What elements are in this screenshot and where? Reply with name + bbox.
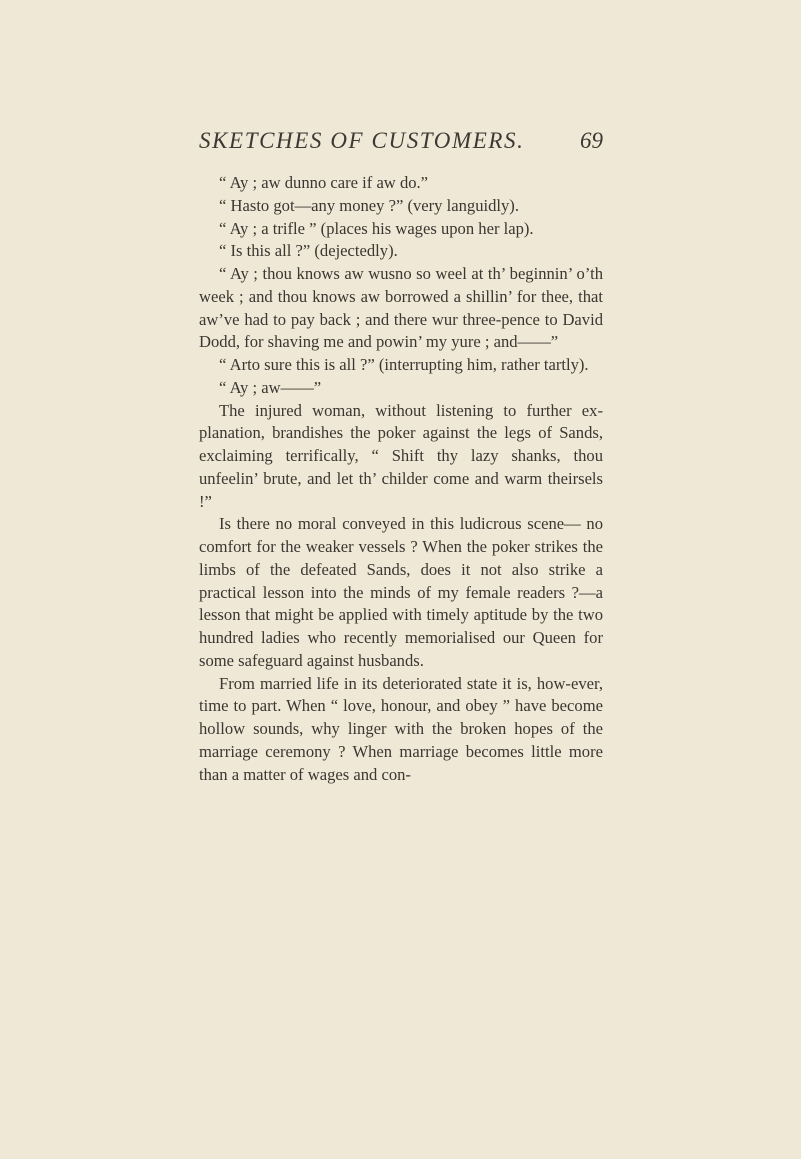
paragraph: “ Is this all ?” (dejectedly). bbox=[219, 241, 398, 261]
paragraph: “ Arto sure this is all ?” (interrupting him, rather tartly). bbox=[219, 355, 589, 374]
paragraph: “ Ay ; aw——” bbox=[219, 377, 322, 397]
paragraph: The injured woman, without listening to further ex-planation, brandishes the poker against the legs of Sands, exclaiming terrifically, “ Shift thy lazy shanks, thou unfeelin’ brute, and let th’ childer come and warm theirsels !” bbox=[199, 400, 603, 511]
paragraph: “ Ay ; a trifle ” (places his wages upon her lap). bbox=[219, 218, 534, 238]
paragraph: “ Ay ; aw dunno care if aw do.” bbox=[219, 173, 429, 192]
paragraph: From married life in its deteriorated state it is, how-ever, time to part. When “ love, honour, and obey ” have become hollow sounds, why linger with the broken hopes of the marriage ceremony ? When marriage becomes little more than a matter of wages and con- bbox=[199, 673, 603, 784]
running-title: SKETCHES OF CUSTOMERS. bbox=[199, 128, 525, 153]
paragraph: “ Hasto got—any money ?” (very languidly). bbox=[219, 195, 519, 215]
page-number: 69 bbox=[580, 128, 603, 153]
running-head bbox=[199, 128, 603, 168]
paragraph: Is there no moral conveyed in this ludicrous scene— no comfort for the weaker vessels ? When the poker strikes the limbs of the defeated Sands, does it not also strike a practical lesson into the minds of my female readers ?—a lesson that might be applied with timely aptitude by the two hundred ladies who recently memorialised our Queen for some safeguard against husbands. bbox=[199, 514, 603, 670]
body-text bbox=[199, 172, 603, 786]
paragraph: “ Ay ; thou knows aw wusno so weel at th’ beginnin’ o’th week ; and thou knows aw borrowed a shillin’ for thee, that aw’ve had to pay back ; and there wur three-pence to David Dodd, for shaving me and powin’ my yure ; and——” bbox=[199, 264, 603, 352]
